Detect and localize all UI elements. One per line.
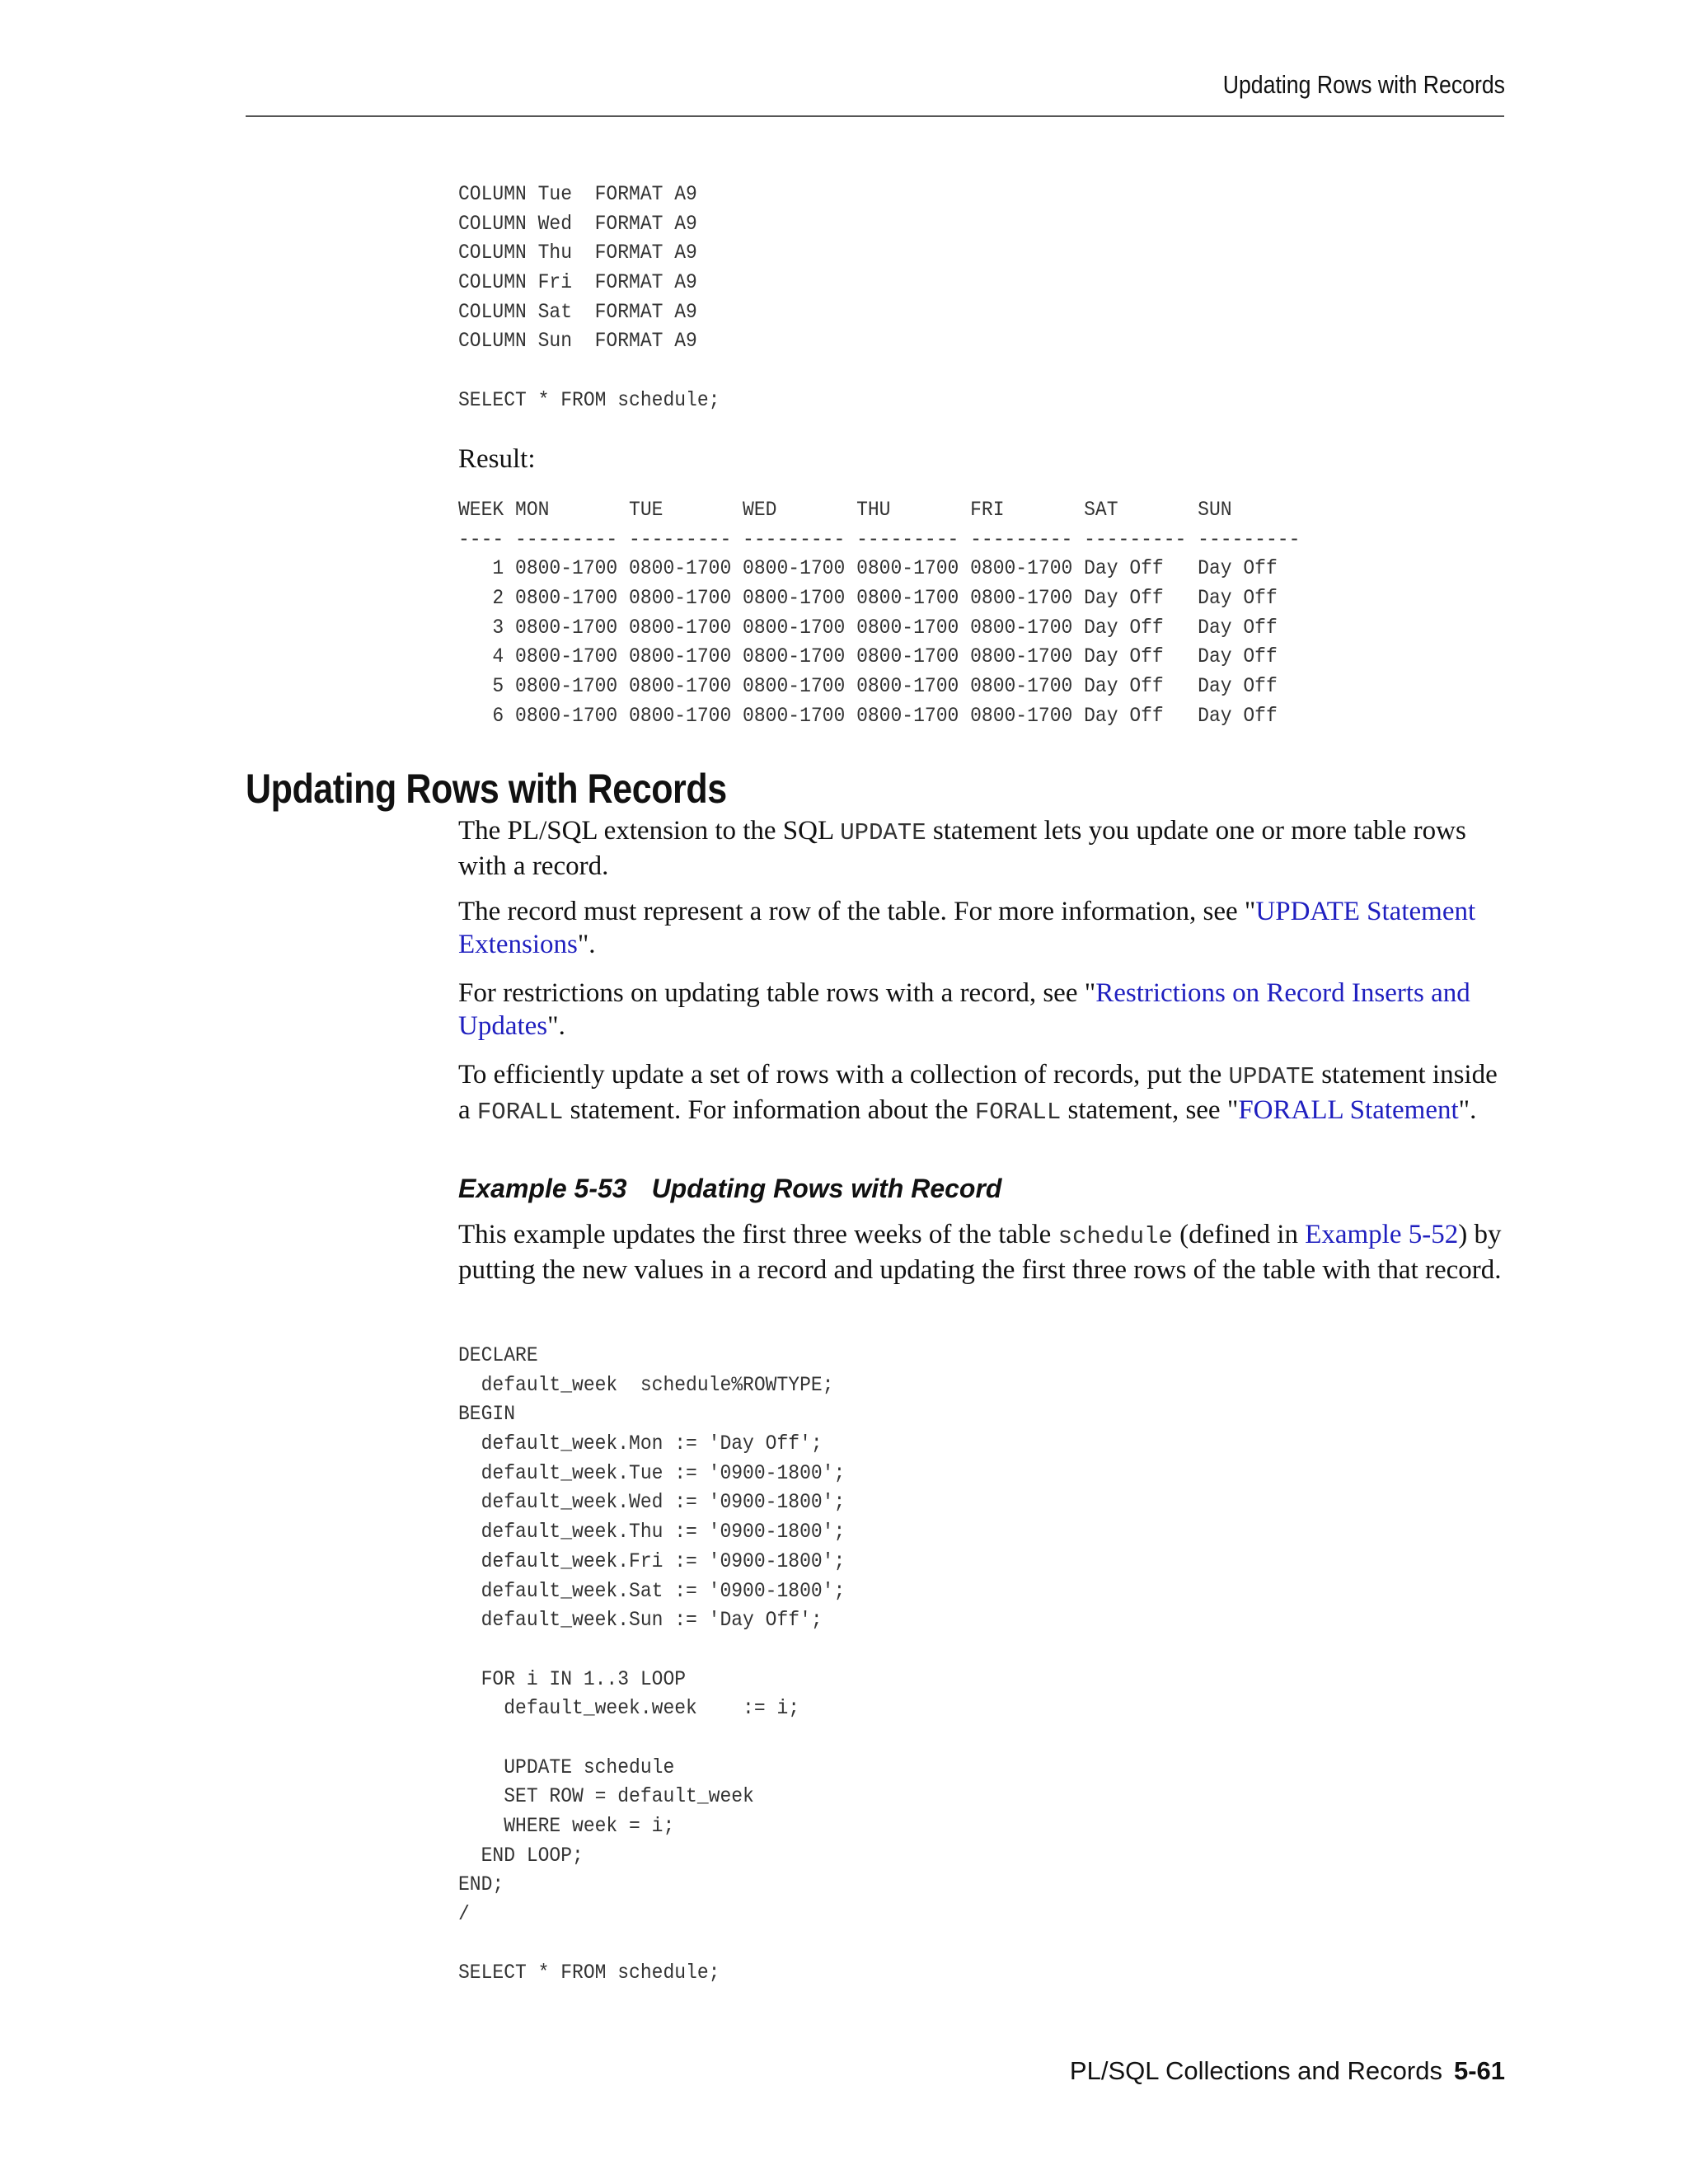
code-line: 1 0800-1700 0800-1700 0800-1700 0800-1700 0800-1700 Day Off Day Off [458,556,1278,581]
code-line: UPDATE schedule [458,1755,675,1779]
code-line: DECLARE [458,1343,538,1367]
code-line [458,1929,845,1959]
code-line: COLUMN Fri FORMAT A9 [458,270,697,295]
forall-paragraph: To efficiently update a set of rows with a collection of records, put the UPDATE statement inside a FORALL statement. For information about the FORALL statement, see "FORALL Statement". [458,1060,1498,1126]
code-line: default_week.Wed := '0900-1800'; [458,1490,846,1515]
code-line: default_week.Fri := '0900-1800'; [458,1549,846,1573]
code-line: COLUMN Tue FORMAT A9 [458,182,697,206]
code-line: BEGIN [458,1402,516,1427]
footer-page-number: 5-61 [1453,2056,1505,2085]
inline-code-schedule: schedule [1057,1223,1173,1250]
code-line: SELECT * FROM schedule; [458,387,720,412]
code-line: default_week.Thu := '0900-1800'; [458,1520,846,1544]
code-line: default_week schedule%ROWTYPE; [458,1372,834,1397]
example-description: This example updates the first three weeks of the table schedule (defined in Example 5-52) by putting the new values in a record and updating the first three rows of the table with that record. [458,1220,1502,1285]
code-block-column-format [458,180,720,415]
restrictions-paragraph: For restrictions on updating table rows with a record, see "Restrictions on Record Inserts and Updates". [458,978,1470,1041]
code-line: default_week.Mon := 'Day Off'; [458,1432,823,1456]
result-label: Result: [458,444,536,474]
section-title: Updating Rows with Records [246,766,727,812]
result-output [458,495,1300,731]
code-line [458,1635,845,1665]
code-line: END LOOP; [458,1843,584,1868]
code-line: FOR i IN 1..3 LOOP [458,1666,687,1691]
code-line: SELECT * FROM schedule; [458,1961,720,1985]
footer-book-title: PL/SQL Collections and Records [1069,2056,1442,2085]
code-line: COLUMN Thu FORMAT A9 [458,241,697,265]
header-rule [246,115,1504,117]
code-line [458,356,720,386]
code-line: / [458,1902,470,1927]
inline-code-update: UPDATE [840,819,926,846]
code-block-example [458,1341,845,1988]
code-line: default_week.Tue := '0900-1800'; [458,1460,846,1485]
code-line: WEEK MON TUE WED THU FRI SAT SUN [458,498,1232,522]
intro-paragraph: The PL/SQL extension to the SQL UPDATE statement lets you update one or more table rows with a record. [458,816,1466,881]
code-line: ---- --------- --------- --------- --------- --------- --------- --------- [458,527,1301,551]
link-forall-statement[interactable]: FORALL Statement [1238,1095,1459,1125]
running-header: Updating Rows with Records [1222,70,1505,99]
code-line: 2 0800-1700 0800-1700 0800-1700 0800-1700 0800-1700 Day Off Day Off [458,586,1278,611]
inline-code-forall: FORALL [974,1099,1062,1126]
code-line: SET ROW = default_week [458,1784,754,1809]
code-line: 6 0800-1700 0800-1700 0800-1700 0800-1700 0800-1700 Day Off Day Off [458,703,1278,728]
code-line: WHERE week = i; [458,1814,675,1838]
code-line: default_week.Sat := '0900-1800'; [458,1578,846,1603]
page-footer [1070,2056,1505,2086]
inline-code-update: UPDATE [1228,1063,1315,1090]
code-line: default_week.week := i; [458,1696,800,1721]
code-line: 4 0800-1700 0800-1700 0800-1700 0800-1700 0800-1700 Day Off Day Off [458,644,1278,669]
link-example-5-52[interactable]: Example 5-52 [1305,1220,1459,1249]
code-line: COLUMN Wed FORMAT A9 [458,211,697,236]
link-restrictions-on-record-inserts[interactable]: Restrictions on Record Inserts and Updates [458,978,1470,1041]
example-title: Example 5-53 Updating Rows with Record [458,1174,1002,1203]
link-update-statement-extensions[interactable]: UPDATE Statement Extensions [458,897,1476,959]
code-line: COLUMN Sat FORMAT A9 [458,299,697,324]
inline-code-forall: FORALL [476,1099,564,1126]
code-line: default_week.Sun := 'Day Off'; [458,1608,823,1633]
code-line: 5 0800-1700 0800-1700 0800-1700 0800-1700 0800-1700 Day Off Day Off [458,674,1278,699]
code-line: 3 0800-1700 0800-1700 0800-1700 0800-1700 0800-1700 Day Off Day Off [458,615,1278,640]
code-line: COLUMN Sun FORMAT A9 [458,329,697,354]
record-paragraph: The record must represent a row of the table. For more information, see "UPDATE Statement Extensions". [458,897,1476,959]
code-line [458,1723,845,1753]
code-line: END; [458,1872,504,1897]
